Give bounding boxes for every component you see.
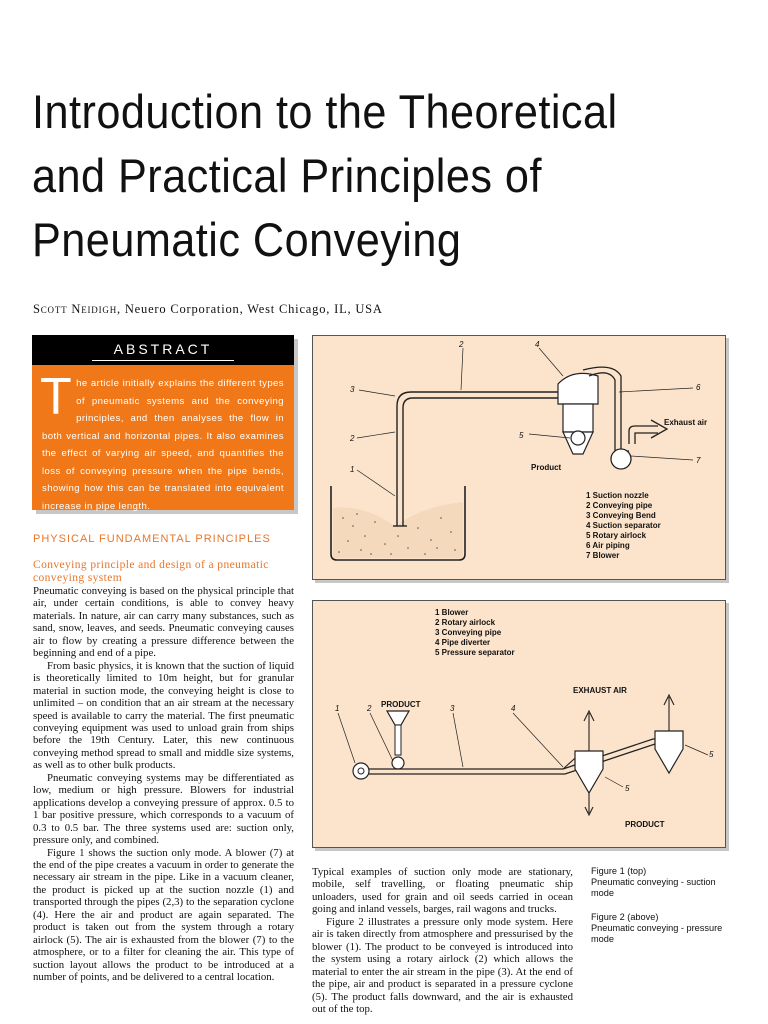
figure-2-diagram <box>313 601 725 847</box>
legend-item: 1 Blower <box>435 608 469 617</box>
abstract-box <box>32 335 294 510</box>
title-line: Pneumatic Conveying <box>32 213 462 266</box>
figure-captions <box>591 866 731 958</box>
exhaust-air-label: EXHAUST AIR <box>573 686 627 695</box>
abstract-heading-bar <box>32 335 294 365</box>
paragraph: Figure 1 shows the suction only mode. A blower (7) at the end of the pipe creates a vacuum in order to generate the necessary air stream in the pipe. Like in a vacuum cleaner, the product is picked up at the suction nozzle (1) and transported through the pipes (2,3) to the separation cyclone (4). Here the air and product are again separated. The product is taken out from the system through a rotary airlock (5). The air is exhausted from the blower (7) to the atmosphere, or to a filter for cleaning the air. This type of suction layout allows the product to be introduced at a number of points, and be delivered to a central location. <box>33 846 294 984</box>
paragraph: Pneumatic conveying systems may be differentiated as low, medium or high pressure. Blowers for industrial applications develop a conveying pressure of approx. 0.5 to 1 bar positive pressure, which corresponds to a vacuum of 0.3 to 0.5 bar. The three systems used are: suction only, pressure only, and combined. <box>33 771 294 847</box>
figure-1-diagram <box>313 336 725 579</box>
legend-item: 2 Conveying pipe <box>586 501 653 510</box>
caption-title: Figure 1 (top) <box>591 866 647 876</box>
legend-item: 2 Rotary airlock <box>435 618 496 627</box>
body-column-2 <box>312 866 573 1015</box>
product-label: Product <box>531 463 562 472</box>
author-name: Scott Neidigh <box>33 302 117 316</box>
author-affiliation: , Neuero Corporation, West Chicago, IL, USA <box>117 302 383 316</box>
product-bottom-label: PRODUCT <box>625 820 665 829</box>
legend-item: 4 Suction separator <box>586 521 661 530</box>
caption-figure-2 <box>591 912 731 945</box>
title-line: and Practical Principles of <box>32 149 542 202</box>
figure-1-number: 1 <box>350 465 355 474</box>
figure-1-number: 2 <box>350 434 355 443</box>
figure-2 <box>312 600 726 848</box>
legend-item: 3 Conveying Bend <box>586 511 656 520</box>
legend-item: 3 Conveying pipe <box>435 628 502 637</box>
abstract-body: he article initially explains the different types of pneumatic systems and the conveying principles, and then analyses the flow in both vertical and horizontal pipes. It also examines the effect of varying air speed, and quantifies the loss of conveying pressure when the pipe bends, showing how this can be translated into equivalent increase in pipe length. <box>42 378 284 512</box>
figure-1-numbers <box>349 340 701 474</box>
legend-item: 4 Pipe diverter <box>435 638 491 647</box>
paragraph: Figure 2 illustrates a pressure only mode system. Here air is taken directly from atmosphere and pressurised by the blower (1). The product to be conveyed is introduced into the system using a rotary airlock (2) which allows the material to enter the air stream in the pipe (3). At the end of the pipe, air and product is separated in a pressure cyclone (5). The product falls downward, and the air is exhausted out of the top. <box>312 915 573 1015</box>
leader-lines <box>357 348 693 496</box>
figure-2-legend <box>435 608 515 657</box>
author-line <box>33 302 383 317</box>
figure-2-number: 5 <box>625 784 630 793</box>
caption-figure-1 <box>591 866 731 899</box>
abstract-heading: ABSTRACT <box>92 338 235 361</box>
figure-2-number: 4 <box>511 704 516 713</box>
product-top-label: PRODUCT <box>381 700 421 709</box>
legend-item: 5 Rotary airlock <box>586 531 647 540</box>
title-line: Introduction to the Theoretical <box>32 85 618 138</box>
section-heading: PHYSICAL FUNDAMENTAL PRINCIPLES <box>33 533 271 545</box>
exhaust-air-label: Exhaust air <box>664 418 708 427</box>
figure-1-number: 7 <box>696 456 701 465</box>
figure-2-number: 3 <box>450 704 455 713</box>
legend-item: 1 Suction nozzle <box>586 491 649 500</box>
paragraph: From basic physics, it is known that the suction of liquid is theoretically limited to 10m height, but for granular material in suction mode, the conveying height is close to unlimited – on condition that an air stream at the necessary speed is available to carry the material. The first pneumatic conveying equipment was used to unload grain from ships before the 19th Century. Later, this new continuous conveying method spread to small and middle size systems, as well as to other bulk products. <box>33 659 294 772</box>
subsection-heading: Conveying principle and design of a pneumatic conveying system <box>33 559 269 584</box>
legend-item: 6 Air piping <box>586 541 630 550</box>
caption-title: Figure 2 (above) <box>591 912 659 922</box>
figure-1-number: 5 <box>519 431 524 440</box>
abstract-dropcap: T <box>40 368 73 426</box>
figure-2-number: 5 <box>709 750 714 759</box>
figure-1-number: 4 <box>535 340 540 349</box>
paragraph: Pneumatic conveying is based on the physical principle that air, under certain conditions, is able to convey heavy materials. In nature, air can carry many substances, such as sand, snow, leaves, and seeds. Pneumatic conveying causes air to flow by creating a pressure difference between the beginning and end of a pipe. <box>33 585 294 660</box>
figure-2-leaders <box>338 713 708 787</box>
legend-item: 7 Blower <box>586 551 620 560</box>
article-title <box>32 80 676 272</box>
figure-2-number: 1 <box>335 704 340 713</box>
paragraph: Typical examples of suction only mode are stationary, mobile, self travelling, or floating pneumatic ship unloaders, used for grain and oil seeds carried in ocean going and inland vessels, barges, rail wagons and trucks. <box>312 866 573 916</box>
figure-1-number: 3 <box>350 385 355 394</box>
caption-text: Pneumatic conveying - pressure mode <box>591 923 723 944</box>
figure-1-number: 6 <box>696 383 701 392</box>
figure-1 <box>312 335 726 580</box>
figure-1-number: 2 <box>459 340 464 349</box>
figure-2-number: 2 <box>367 704 372 713</box>
caption-text: Pneumatic conveying - suction mode <box>591 877 716 898</box>
abstract-text <box>32 365 294 515</box>
figure-1-legend <box>586 491 661 560</box>
body-column-1 <box>33 585 294 984</box>
legend-item: 5 Pressure separator <box>435 648 515 657</box>
